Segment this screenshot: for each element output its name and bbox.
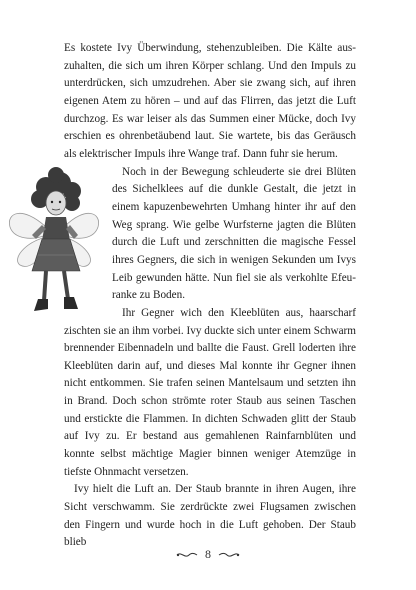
body-text bbox=[64, 40, 356, 552]
ornament-left-icon bbox=[175, 550, 199, 560]
paragraph-4: Ivy hielt die Luft an. Der Staub brannte in ihren Augen, ihre Sicht verschwamm. Sie zerdrückte zwei Flugsamen zwischen den Fingern und wurde hoch in die Luft gehoben. Der Staub blieb bbox=[64, 483, 356, 549]
paragraph-2 bbox=[64, 164, 356, 305]
page-footer bbox=[0, 547, 416, 562]
paragraph-1: Es kostete Ivy Überwindung, stehenzubleiben. Die Kälte auszuhalten, die sich um ihren Körper schlang. Und den Impuls zu unterdrücken, sich umzudrehen. Aber sie zwang sich, auf ihren eigenen Atem zu hören – und auf das Flirren, das jetzt die Luft durchzog. Es war leiser als das Summen einer Mücke, doch Ivy erschien es ohrenbetäubend laut. Sie wartete, bis das Geräusch als elektrischer Impuls ihre Wange traf. Dann fuhr sie herum. bbox=[64, 42, 356, 160]
fairy-illustration bbox=[2, 165, 106, 318]
ornament-right-icon bbox=[217, 550, 241, 560]
paragraph-2-text: Noch in der Bewegung schleuderte sie drei Blüten des Sichelklees auf die dunkle Gestalt, die jetzt in einem kapuzenbewehrten Umhang hinter ihr auf den Weg sprang. Wie gelbe Wurfsterne jagten die Blüten durch die Luft und zerschnitten die magische Fessel ihres Gegners, die sich in wenigen Sekunden um Ivys Leib gewunden hätte. Nun fiel sie als verkohlte Efeuranke zu Boden. bbox=[112, 165, 356, 302]
page-number: 8 bbox=[205, 547, 211, 561]
paragraph-3: Ihr Gegner wich den Kleeblüten aus, haarscharf zischten sie an ihm vorbei. Ivy duckte sich unter einem Schwarm brennender Eibennadeln und ballte die Faust. Grell loderten ihre Kleeblüten darin auf, und dieses Mal konnte ihr Gegner ihnen nicht entkommen. Sie trafen seinen Mantelsaum und setzten ihn in Brand. Doch schon strömte roter Staub aus seinen Taschen und erstickte die Flammen. In dichten Schwaden glitt der Staub auf Ivy zu. Er bestand aus gemahlenen Rainfarnblüten und konnte selbst mächtige Magier binnen weniger Atemzüge in tiefste Ohnmacht versetzen. bbox=[64, 306, 356, 478]
